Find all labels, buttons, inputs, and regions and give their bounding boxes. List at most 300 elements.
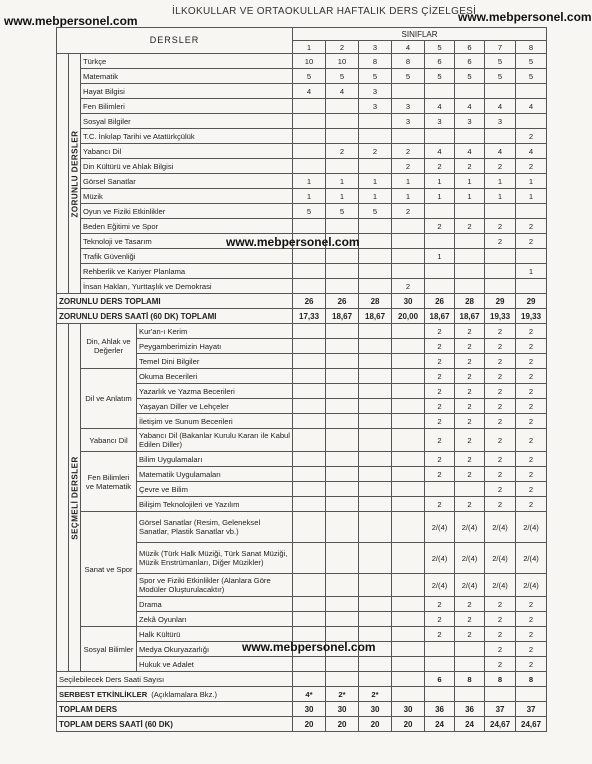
grade-6-value: 2 (455, 219, 485, 234)
grade-4-value: 2 (392, 144, 425, 159)
grade-6-value: 4 (455, 144, 485, 159)
grade-2-value (326, 354, 359, 369)
grade-6-value (455, 249, 485, 264)
grade-3-value: 3 (359, 84, 392, 99)
grade-3-value (359, 612, 392, 627)
grade-3-value (359, 467, 392, 482)
grade-1-value (293, 414, 326, 429)
grade-2-value: 2 (326, 144, 359, 159)
course-name: Din Kültürü ve Ahlak Bilgisi (81, 159, 293, 174)
course-name: Matematik (81, 69, 293, 84)
grade-4-value: 20 (392, 717, 425, 732)
grade-7-value: 2 (485, 339, 516, 354)
grade-2-value (326, 452, 359, 467)
grade-8-value: 37 (516, 702, 547, 717)
grade-4-value (392, 467, 425, 482)
grade-header-4: 4 (392, 41, 425, 54)
grade-2-value (326, 414, 359, 429)
grade-6-value (455, 279, 485, 294)
grade-7-value (485, 249, 516, 264)
zorunlu-row (57, 279, 547, 294)
grade-header-3: 3 (359, 41, 392, 54)
grade-2-value (326, 512, 359, 543)
watermark-top-left: www.mebpersonel.com (4, 14, 138, 28)
grade-3-value (359, 129, 392, 144)
grade-6-value: 2 (455, 384, 485, 399)
grade-7-value (485, 279, 516, 294)
spacer-cell (57, 54, 69, 294)
grade-8-value: 24,67 (516, 717, 547, 732)
grade-8-value: 2 (516, 612, 547, 627)
grade-3-value: 1 (359, 189, 392, 204)
grade-2-value (326, 597, 359, 612)
grade-7-value (485, 264, 516, 279)
grade-4-value: 3 (392, 114, 425, 129)
grade-8-value: 8 (516, 672, 547, 687)
course-name: Matematik Uygulamaları (137, 467, 293, 482)
grade-4-value (392, 414, 425, 429)
grade-2-value: 5 (326, 69, 359, 84)
grade-1-value (293, 399, 326, 414)
grade-1-value (293, 279, 326, 294)
grade-1-value (293, 264, 326, 279)
course-name: Medya Okuryazarlığı (137, 642, 293, 657)
grade-5-value: 2 (425, 597, 455, 612)
grade-6-value (455, 642, 485, 657)
grade-2-value (326, 657, 359, 672)
grade-6-value: 2 (455, 429, 485, 452)
grade-6-value: 2 (455, 597, 485, 612)
course-name: Beden Eğitimi ve Spor (81, 219, 293, 234)
grade-7-value: 2 (485, 452, 516, 467)
grade-6-value: 2/(4) (455, 543, 485, 574)
grade-1-value (293, 597, 326, 612)
zorunlu-total-label: ZORUNLU DERS TOPLAMI (57, 294, 293, 309)
grade-2-value (326, 279, 359, 294)
grade-3-value: 5 (359, 204, 392, 219)
grade-6-value: 2 (455, 159, 485, 174)
grade-6-value: 5 (455, 69, 485, 84)
zorunlu-row (57, 159, 547, 174)
grade-8-value: 2 (516, 384, 547, 399)
grade-1-value (293, 452, 326, 467)
grade-8-value (516, 687, 547, 702)
grade-2-value (326, 612, 359, 627)
secmeli-section-label (69, 324, 81, 672)
grade-4-value (392, 687, 425, 702)
grade-3-value: 18,67 (359, 309, 392, 324)
grade-7-value: 2 (485, 414, 516, 429)
grade-8-value (516, 114, 547, 129)
grade-3-value (359, 574, 392, 597)
grade-6-value (455, 204, 485, 219)
secmeli-section-text: SEÇMELİ DERSLER (70, 455, 79, 540)
watermark-top-right: www.mebpersonel.com (458, 10, 592, 24)
grade-1-value (293, 467, 326, 482)
course-name: Yabancı Dil (Bakanlar Kurulu Kararı ile Kabul Edilen Diller) (137, 429, 293, 452)
grade-2-value (326, 399, 359, 414)
grade-5-value (425, 642, 455, 657)
course-name: Hayat Bilgisi (81, 84, 293, 99)
grade-3-value (359, 384, 392, 399)
grade-7-value: 2 (485, 369, 516, 384)
grade-2-value (326, 497, 359, 512)
grade-6-value: 2 (455, 497, 485, 512)
grade-6-value: 2/(4) (455, 512, 485, 543)
grade-2-value (326, 219, 359, 234)
grade-3-value (359, 279, 392, 294)
grade-7-value: 2 (485, 384, 516, 399)
grade-2-value (326, 543, 359, 574)
grade-4-value (392, 354, 425, 369)
grade-8-value: 2 (516, 369, 547, 384)
grade-5-value: 2 (425, 354, 455, 369)
grade-5-value (425, 264, 455, 279)
grade-1-value: 4* (293, 687, 326, 702)
grade-2-value: 20 (326, 717, 359, 732)
grade-4-value: 2 (392, 279, 425, 294)
course-name: Görsel Sanatlar (81, 174, 293, 189)
grade-2-value (326, 249, 359, 264)
grade-5-value: 2/(4) (425, 574, 455, 597)
grade-1-value (293, 159, 326, 174)
grade-4-value (392, 399, 425, 414)
grade-8-value (516, 249, 547, 264)
course-name: Türkçe (81, 54, 293, 69)
grade-3-value (359, 114, 392, 129)
serbest-row (57, 687, 547, 702)
grade-8-value: 2 (516, 597, 547, 612)
grade-7-value (485, 687, 516, 702)
dersler-header: DERSLER (57, 28, 293, 54)
grade-4-value (392, 339, 425, 354)
course-name: Kur'an-ı Kerim (137, 324, 293, 339)
grade-5-value: 3 (425, 114, 455, 129)
grade-5-value (425, 204, 455, 219)
grade-1-value (293, 612, 326, 627)
course-name: Bilişim Teknolojileri ve Yazılım (137, 497, 293, 512)
grade-4-value: 3 (392, 99, 425, 114)
grade-4-value (392, 672, 425, 687)
grade-1-value (293, 482, 326, 497)
course-name: Fen Bilimleri (81, 99, 293, 114)
course-name: T.C. İnkılap Tarihi ve Atatürkçülük (81, 129, 293, 144)
grade-1-value (293, 429, 326, 452)
grade-3-value (359, 482, 392, 497)
grade-4-value (392, 612, 425, 627)
grade-4-value (392, 249, 425, 264)
grade-5-value: 2 (425, 219, 455, 234)
grade-2-value: 2* (326, 687, 359, 702)
grade-3-value (359, 672, 392, 687)
grade-4-value: 1 (392, 174, 425, 189)
course-name: Zekâ Oyunları (137, 612, 293, 627)
grade-4-value (392, 369, 425, 384)
grade-5-value: 2/(4) (425, 512, 455, 543)
grade-5-value: 2 (425, 414, 455, 429)
grade-3-value: 1 (359, 174, 392, 189)
grade-6-value: 2 (455, 467, 485, 482)
zorunlu-total-row (57, 294, 547, 309)
grade-1-value (293, 672, 326, 687)
grade-5-value: 24 (425, 717, 455, 732)
group-name: Yabancı Dil (81, 429, 137, 452)
grade-3-value (359, 339, 392, 354)
grade-5-value: 2 (425, 497, 455, 512)
grade-1-value: 4 (293, 84, 326, 99)
grade-header-6: 6 (455, 41, 485, 54)
grade-4-value: 8 (392, 54, 425, 69)
grade-5-value: 2 (425, 429, 455, 452)
grade-4-value (392, 84, 425, 99)
grade-2-value (326, 324, 359, 339)
grade-5-value: 1 (425, 249, 455, 264)
grade-1-value (293, 219, 326, 234)
grade-7-value (485, 84, 516, 99)
course-name: Hukuk ve Adalet (137, 657, 293, 672)
zorunlu-row (57, 129, 547, 144)
grade-1-value (293, 497, 326, 512)
grade-5-value: 2 (425, 467, 455, 482)
course-name: Müzik (Türk Halk Müziği, Türk Sanat Müziği, Müzik Enstrümanları, Diğer Müzikler) (137, 543, 293, 574)
saat-label: TOPLAM DERS SAATİ (60 DK) (57, 717, 293, 732)
grade-3-value: 8 (359, 54, 392, 69)
grade-8-value: 29 (516, 294, 547, 309)
grade-8-value: 5 (516, 69, 547, 84)
grade-2-value: 4 (326, 84, 359, 99)
grade-4-value (392, 129, 425, 144)
grade-3-value (359, 234, 392, 249)
grade-1-value (293, 99, 326, 114)
grade-5-value: 2 (425, 369, 455, 384)
grade-3-value (359, 452, 392, 467)
grade-7-value: 2 (485, 657, 516, 672)
course-name: Temel Dini Bilgiler (137, 354, 293, 369)
grade-1-value: 1 (293, 174, 326, 189)
grade-6-value (455, 129, 485, 144)
grade-3-value: 3 (359, 99, 392, 114)
secmeli-row (57, 369, 547, 384)
course-name: Sosyal Bilgiler (81, 114, 293, 129)
grade-4-value (392, 429, 425, 452)
grade-7-value: 5 (485, 54, 516, 69)
grade-5-value: 2 (425, 384, 455, 399)
grade-2-value (326, 114, 359, 129)
grade-8-value: 2 (516, 339, 547, 354)
grade-7-value: 2 (485, 429, 516, 452)
grade-8-value: 2 (516, 452, 547, 467)
grade-4-value: 30 (392, 294, 425, 309)
grade-3-value (359, 429, 392, 452)
course-name: İletişim ve Sunum Becerileri (137, 414, 293, 429)
course-name: Trafik Güvenliği (81, 249, 293, 264)
zorunlu-section-label (69, 54, 81, 294)
secmeli-row (57, 429, 547, 452)
grade-3-value (359, 264, 392, 279)
grade-7-value: 2 (485, 324, 516, 339)
zorunlu-row (57, 189, 547, 204)
grade-5-value: 1 (425, 189, 455, 204)
grade-3-value: 28 (359, 294, 392, 309)
course-name: Drama (137, 597, 293, 612)
grade-header-5: 5 (425, 41, 455, 54)
ders-cizelgesi-table (56, 27, 547, 732)
grade-7-value: 24,67 (485, 717, 516, 732)
grade-header-1: 1 (293, 41, 326, 54)
grade-2-value (326, 159, 359, 174)
serbest-label: SERBEST ETKİNLİKLER (59, 689, 148, 699)
grade-4-value (392, 642, 425, 657)
grade-1-value (293, 512, 326, 543)
secmeli-row (57, 324, 547, 339)
grade-2-value (326, 339, 359, 354)
grade-6-value (455, 657, 485, 672)
course-name: Teknoloji ve Tasarım (81, 234, 293, 249)
grade-7-value: 3 (485, 114, 516, 129)
toplam-label: TOPLAM DERS (57, 702, 293, 717)
grade-2-value: 18,67 (326, 309, 359, 324)
grade-7-value: 2/(4) (485, 512, 516, 543)
grade-5-value: 2 (425, 399, 455, 414)
grade-1-value (293, 114, 326, 129)
secmeli-row (57, 452, 547, 467)
grade-7-value: 5 (485, 69, 516, 84)
grade-4-value (392, 657, 425, 672)
grade-7-value: 29 (485, 294, 516, 309)
grade-2-value (326, 672, 359, 687)
grade-1-value: 20 (293, 717, 326, 732)
grade-4-value (392, 264, 425, 279)
grade-1-value: 30 (293, 702, 326, 717)
grade-6-value: 2 (455, 452, 485, 467)
grade-8-value: 2/(4) (516, 543, 547, 574)
grade-2-value (326, 264, 359, 279)
grade-3-value: 20 (359, 717, 392, 732)
grade-5-value: 2 (425, 159, 455, 174)
grade-6-value: 2 (455, 369, 485, 384)
grade-5-value: 4 (425, 144, 455, 159)
grade-5-value: 6 (425, 672, 455, 687)
grade-3-value (359, 497, 392, 512)
grade-7-value (485, 204, 516, 219)
grade-6-value: 18,67 (455, 309, 485, 324)
spacer-cell (57, 324, 69, 672)
serbest-note: (Açıklamalara Bkz.) (151, 689, 218, 699)
grade-2-value (326, 129, 359, 144)
grade-8-value: 4 (516, 144, 547, 159)
grade-6-value: 36 (455, 702, 485, 717)
grade-8-value: 2 (516, 467, 547, 482)
course-name: Bilim Uygulamaları (137, 452, 293, 467)
grade-3-value (359, 414, 392, 429)
grade-1-value: 1 (293, 189, 326, 204)
grade-7-value: 2 (485, 612, 516, 627)
grade-1-value: 10 (293, 54, 326, 69)
grade-8-value: 2 (516, 627, 547, 642)
grade-4-value: 2 (392, 204, 425, 219)
zorunlu-row (57, 264, 547, 279)
grade-3-value (359, 597, 392, 612)
zorunlu-section-text: ZORUNLU DERSLER (70, 129, 79, 218)
grade-8-value: 2/(4) (516, 574, 547, 597)
grade-2-value: 26 (326, 294, 359, 309)
grade-1-value (293, 324, 326, 339)
grade-8-value: 5 (516, 54, 547, 69)
grade-5-value: 2 (425, 627, 455, 642)
grade-6-value (455, 482, 485, 497)
grade-4-value (392, 512, 425, 543)
grade-4-value (392, 219, 425, 234)
siniflar-header: SINIFLAR (293, 28, 547, 41)
grade-3-value: 2* (359, 687, 392, 702)
grade-8-value: 2 (516, 414, 547, 429)
group-name: Sanat ve Spor (81, 512, 137, 627)
course-name: Oyun ve Fiziki Etkinlikler (81, 204, 293, 219)
grade-8-value: 1 (516, 264, 547, 279)
grade-6-value: 24 (455, 717, 485, 732)
grade-1-value (293, 574, 326, 597)
grade-3-value (359, 219, 392, 234)
grade-1-value (293, 249, 326, 264)
grade-4-value: 5 (392, 69, 425, 84)
grade-6-value (455, 687, 485, 702)
secmeli-row (57, 512, 547, 543)
grade-5-value: 2 (425, 324, 455, 339)
grade-1-value: 5 (293, 69, 326, 84)
grade-7-value: 1 (485, 189, 516, 204)
grade-7-value: 2 (485, 399, 516, 414)
grade-5-value: 1 (425, 174, 455, 189)
zorunlu-row (57, 114, 547, 129)
grade-1-value (293, 144, 326, 159)
grade-7-value: 2 (485, 627, 516, 642)
grade-6-value: 1 (455, 189, 485, 204)
zorunlu-row (57, 69, 547, 84)
group-name: Fen Bilimleri ve Matematik (81, 452, 137, 512)
grade-2-value: 30 (326, 702, 359, 717)
watermark-bottom: www.mebpersonel.com (242, 640, 376, 654)
grade-3-value: 2 (359, 144, 392, 159)
grade-1-value (293, 543, 326, 574)
grade-5-value: 6 (425, 54, 455, 69)
zorunlu-row (57, 249, 547, 264)
grade-2-value (326, 384, 359, 399)
grade-5-value (425, 129, 455, 144)
course-name: Yabancı Dil (81, 144, 293, 159)
grade-2-value (326, 99, 359, 114)
course-name: Müzik (81, 189, 293, 204)
grade-8-value: 2 (516, 399, 547, 414)
grade-8-value: 2 (516, 354, 547, 369)
watermark-middle: www.mebpersonel.com (226, 235, 360, 249)
grade-7-value: 2/(4) (485, 574, 516, 597)
grade-8-value: 2 (516, 159, 547, 174)
grade-4-value: 30 (392, 702, 425, 717)
grade-3-value (359, 512, 392, 543)
grade-6-value: 2 (455, 627, 485, 642)
grade-2-value (326, 574, 359, 597)
grade-3-value: 5 (359, 69, 392, 84)
header-row (57, 28, 547, 41)
grade-4-value: 2 (392, 159, 425, 174)
grade-7-value: 19,33 (485, 309, 516, 324)
grade-8-value (516, 279, 547, 294)
course-name: Spor ve Fiziki Etkinlikler (Alanlara Göre Modüler Oluşturulacaktır) (137, 574, 293, 597)
grade-5-value: 2 (425, 612, 455, 627)
grade-2-value: 10 (326, 54, 359, 69)
zorunlu-row (57, 174, 547, 189)
grade-4-value (392, 543, 425, 574)
